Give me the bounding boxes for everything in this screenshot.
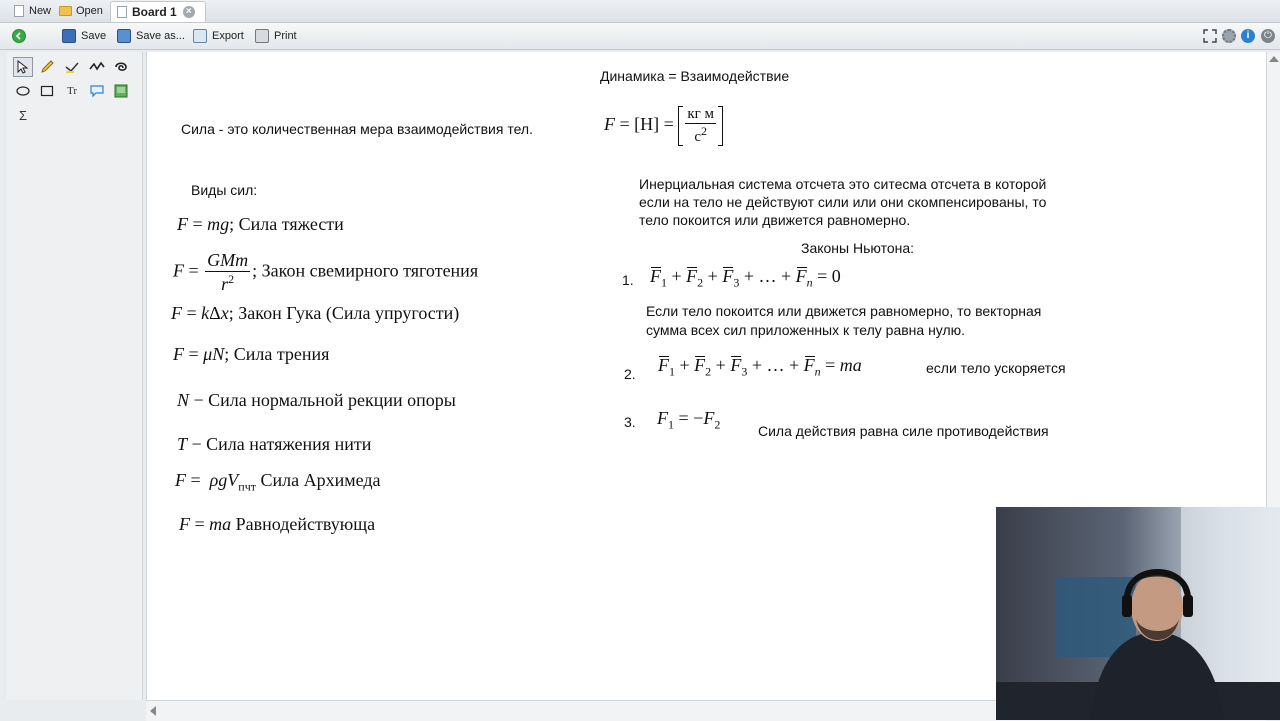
save-as-label: Save as... bbox=[136, 30, 185, 42]
inertial-line-2: если на тело не действуют сили или они скомпенсированы, то bbox=[639, 194, 1047, 210]
text-tool[interactable] bbox=[62, 81, 82, 101]
print-button[interactable] bbox=[255, 27, 297, 45]
formula-tension: T − Сила натяжения нити bbox=[177, 434, 372, 454]
law2-note: если тело ускоряется bbox=[926, 360, 1066, 376]
unit-numerator: кг м bbox=[687, 106, 714, 122]
new-doc-icon bbox=[14, 5, 24, 17]
print-label: Print bbox=[274, 30, 297, 42]
tool-panel bbox=[7, 52, 143, 700]
power-icon: ⏻ bbox=[1261, 29, 1275, 43]
law1-explanation-1: Если тело покоится или движется равномерно, то векторная bbox=[646, 303, 1042, 319]
force-definition: Сила - это количественная мера взаимодействия тел. bbox=[181, 121, 533, 137]
webcam-video-image bbox=[996, 507, 1280, 720]
law3-formula: $F_1 = -F_2$ bbox=[657, 408, 721, 432]
law1-formula: $F_1 + F_2 + F_3$ + … + $F_n = 0$ bbox=[650, 266, 841, 290]
law1-number: 1. bbox=[622, 272, 634, 288]
webcam-overlay bbox=[996, 507, 1280, 720]
save-label: Save bbox=[81, 30, 107, 42]
callout-icon bbox=[89, 84, 105, 98]
law2-formula: $F_1 + F_2 + F_3$ + … + $F_n$ = ma bbox=[658, 355, 862, 379]
open-folder-icon bbox=[59, 6, 72, 16]
formula-hooke-text: ; Закон Гука (Сила упругости) bbox=[228, 303, 460, 323]
ellipse-tool[interactable] bbox=[13, 81, 33, 101]
toolbar bbox=[0, 23, 1280, 50]
formula-archimedes-text: Сила Архимеда bbox=[260, 470, 381, 490]
open-button[interactable] bbox=[59, 1, 103, 21]
formula-archimedes-sub: пчт bbox=[238, 479, 256, 494]
kinds-title: Виды сил: bbox=[191, 182, 258, 198]
tab-bar bbox=[0, 0, 1280, 23]
power-button[interactable] bbox=[1261, 27, 1275, 45]
tab-board-1[interactable] bbox=[110, 1, 206, 22]
formula-hooke: F = kΔx; Закон Гука (Сила упругости) bbox=[171, 303, 460, 323]
formula-normal-force: N − Сила нормальной рекции опоры bbox=[177, 390, 456, 410]
select-tool[interactable] bbox=[13, 57, 33, 77]
law1-explanation-2: сумма всех сил приложенных к телу равна нулю. bbox=[646, 322, 966, 338]
image-tool[interactable] bbox=[111, 81, 131, 101]
freehand-icon bbox=[89, 59, 105, 75]
freehand-tool[interactable] bbox=[87, 57, 107, 77]
dynamics-heading: Динамика = Взаимодействие bbox=[600, 68, 790, 84]
formula-normal-force-text: Сила нормальной рекции опоры bbox=[208, 390, 456, 410]
newton-laws-title: Законы Ньютона: bbox=[801, 240, 915, 256]
law3-number: 3. bbox=[624, 414, 636, 430]
formula-universal-gravitation-text: ; Закон свемирного тяготения bbox=[252, 260, 479, 281]
fullscreen-icon bbox=[1203, 29, 1217, 43]
fullscreen-button[interactable] bbox=[1203, 27, 1217, 45]
new-tab-button[interactable] bbox=[14, 1, 51, 21]
scroll-up-icon[interactable] bbox=[1269, 56, 1279, 62]
board-doc-icon bbox=[117, 6, 127, 18]
eraser-tool[interactable] bbox=[111, 57, 131, 77]
save-icon bbox=[62, 29, 76, 43]
inertial-line-1: Инерциальная система отсчета это ситесма отсчета в которой bbox=[639, 176, 1047, 192]
board-tab-label: Board 1 bbox=[132, 5, 177, 19]
law3-note: Сила действия равна силе противодействия bbox=[758, 423, 1049, 439]
open-label: Open bbox=[76, 5, 103, 17]
back-button[interactable] bbox=[12, 27, 26, 45]
unit-newton: Н bbox=[640, 114, 654, 135]
ellipse-icon bbox=[15, 85, 31, 97]
save-as-button[interactable] bbox=[117, 27, 185, 45]
unit-denominator: с bbox=[694, 129, 701, 145]
select-icon bbox=[17, 60, 29, 74]
rectangle-tool[interactable] bbox=[37, 81, 57, 101]
info-button[interactable] bbox=[1241, 27, 1255, 45]
force-unit-formula: F = [Н] = $\frac{\text{кг м}}{с^2}$ bbox=[604, 106, 723, 146]
export-button[interactable] bbox=[193, 27, 244, 45]
pencil-tool[interactable] bbox=[37, 57, 57, 77]
back-icon bbox=[12, 29, 26, 43]
eraser-icon bbox=[113, 59, 129, 75]
formula-gravity-text: ; Сила тяжести bbox=[229, 214, 344, 234]
rectangle-icon bbox=[40, 85, 54, 97]
formula-universal-gravitation: F = $\frac{\text{GMm}}{r^2}$ ; Закон свемирного тяготения bbox=[173, 250, 479, 294]
print-icon bbox=[255, 29, 269, 43]
info-icon: i bbox=[1241, 29, 1255, 43]
text-icon: Tr bbox=[67, 85, 77, 97]
close-icon[interactable]: × bbox=[183, 6, 195, 18]
settings-button[interactable] bbox=[1222, 27, 1236, 45]
formula-icon: Σ bbox=[18, 107, 28, 123]
export-icon bbox=[193, 29, 207, 43]
law2-number: 2. bbox=[624, 366, 636, 382]
formula-tool[interactable] bbox=[13, 105, 33, 125]
formula-friction: F = μN; Сила трения bbox=[173, 344, 330, 364]
highlighter-tool[interactable] bbox=[62, 57, 82, 77]
new-label: New bbox=[29, 5, 52, 17]
formula-tension-text: Сила натяжения нити bbox=[206, 434, 372, 454]
pencil-icon bbox=[39, 59, 55, 75]
scroll-left-icon[interactable] bbox=[150, 706, 156, 716]
highlighter-icon bbox=[64, 59, 80, 75]
save-button[interactable] bbox=[62, 27, 106, 45]
save-as-icon bbox=[117, 29, 131, 43]
callout-tool[interactable] bbox=[87, 81, 107, 101]
formula-archimedes: F = ρgV$_{пчт}$ Сила Архимеда bbox=[175, 470, 381, 494]
gear-icon bbox=[1222, 29, 1236, 43]
formula-resultant-text: Равнодействующа bbox=[235, 514, 376, 534]
formula-friction-text: ; Сила трения bbox=[224, 344, 330, 364]
export-label: Export bbox=[212, 30, 244, 42]
formula-resultant: F = ma Равнодействующа bbox=[179, 514, 376, 534]
formula-gravity: F = mg; Сила тяжести bbox=[177, 214, 344, 234]
image-icon bbox=[114, 84, 128, 98]
inertial-line-3: тело покоится или движется равномерно. bbox=[639, 212, 911, 228]
